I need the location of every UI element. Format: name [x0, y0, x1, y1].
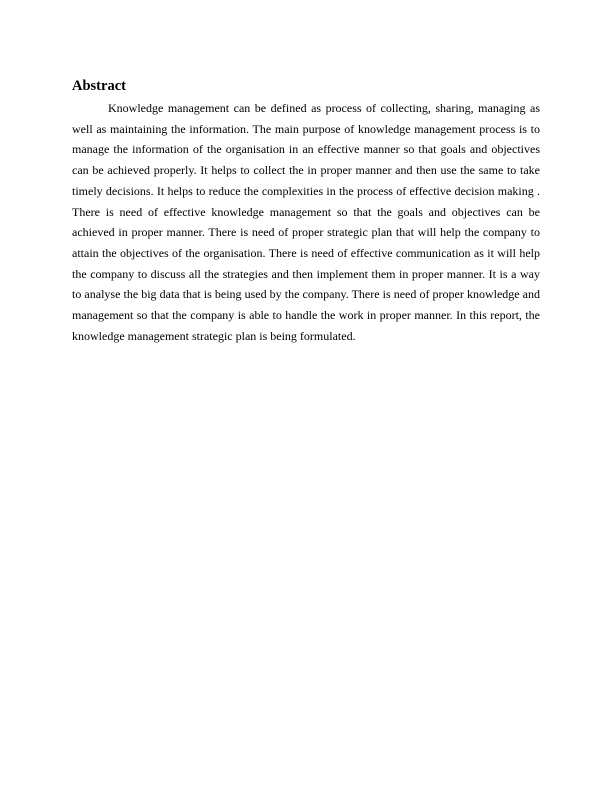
- abstract-paragraph: Knowledge management can be defined as process of collecting, sharing, managing as well as maintaining the information. The main purpose of knowledge management process is to manage the information of the organisation in an effective manner so that goals and objectives can be achieved properly. It helps to collect the in proper manner and then use the same to take timely decisions. It helps to reduce the complexities in the process of effective decision making . There is need of effective knowledge management so that the goals and objectives can be achieved in proper manner. There is need of proper strategic plan that will help the company to attain the objectives of the organisation. There is need of effective communication as it will help the company to discuss all the strategies and then implement them in proper manner. It is a way to analyse the big data that is being used by the company. There is need of proper knowledge and management so that the company is able to handle the work in proper manner. In this report, the knowledge management strategic plan is being formulated.: [72, 101, 540, 343]
- abstract-heading: Abstract: [72, 78, 126, 94]
